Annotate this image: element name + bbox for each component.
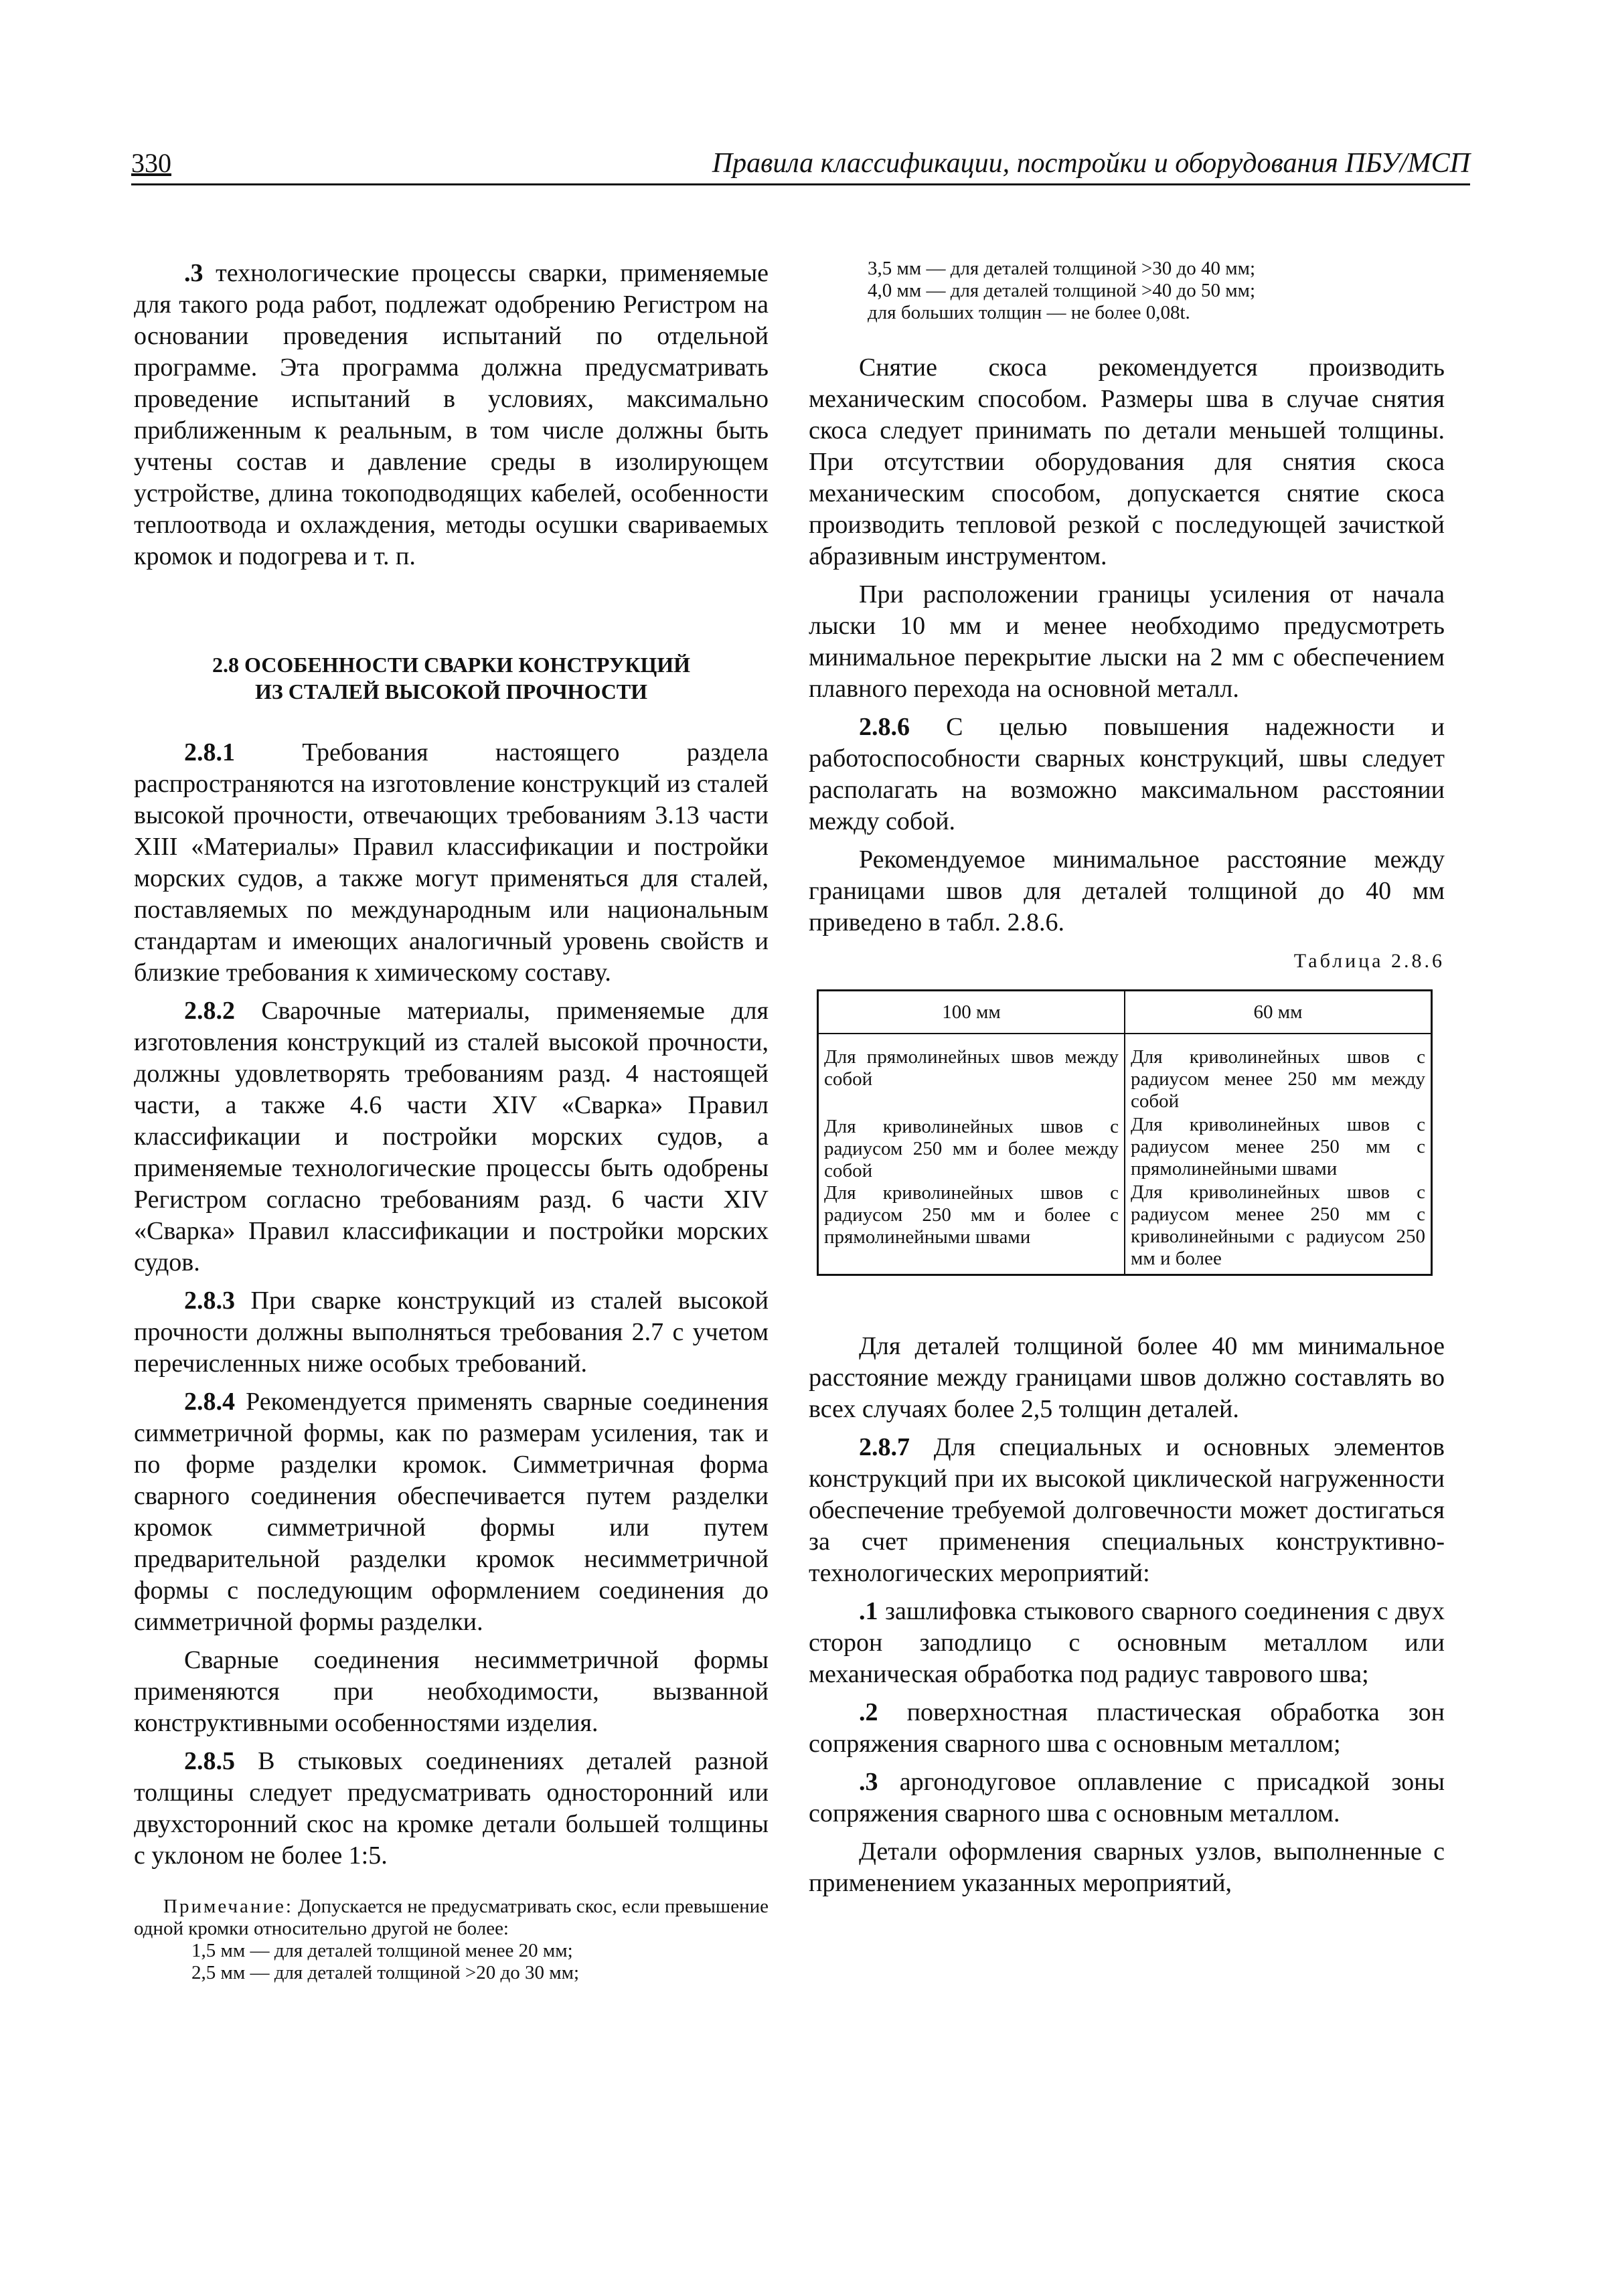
table-cell-100mm [818, 1034, 1125, 1275]
table-header-cell: 100 мм [818, 991, 1125, 1034]
item-text: аргонодуговое оплавление с присадкой зоны сопряжения сварного шва с основным металлом. [809, 1768, 1445, 1827]
paragraph-2-8-7 [809, 1432, 1445, 1589]
list-item-3 [809, 1767, 1445, 1829]
clause-text: Для специальных и основных элементов конструкций при их высокой циклической нагруженности обеспечение требуемой долговечности может достигаться за счет применения специальных конструктивно-технологических мероприятий: [809, 1433, 1445, 1587]
section-heading-line: 2.8 ОСОБЕННОСТИ СВАРКИ КОНСТРУКЦИЙ [212, 653, 691, 677]
item-text: зашлифовка стыкового сварного соединения с двух сторон заподлицо с основным металлом или механическая обработка под радиус таврового шва; [809, 1597, 1445, 1688]
paragraph-2-8-1 [134, 737, 769, 989]
note-list-item: 3,5 мм — для деталей толщиной >30 до 40 мм; [868, 258, 1256, 279]
paragraph-2-8-4 [134, 1386, 769, 1638]
item-text: технологические процессы сварки, применяемые для такого рода работ, подлежат одобрению Регистром на основании проведения испытаний по отдельной программе. Эта программа должна предусматривать проведение испытаний в условиях, максимально приближенным к реальным, в том числе должны быть учтены состав и давление среды в изолирующем устройстве, длина токоподводящих кабелей, особенности теплоотвода и охлаждения, методы осушки свариваемых кромок и подогрева и т. п. [134, 259, 769, 570]
right-column [809, 258, 1445, 1899]
paragraph-thick-parts: Для деталей толщиной более 40 мм минимальное расстояние между границами швов должно составлять во всех случаях более 2,5 толщин деталей. [809, 1332, 1445, 1423]
paragraph-2-8-5 [134, 1746, 769, 1872]
table-cell-text: Для прямолинейных швов между собой [824, 1046, 1119, 1090]
clause-number: 2.8.1 [184, 738, 235, 766]
table-cell-text: Для криволинейных швов с радиусом менее 250 мм с криволинейными с радиусом 250 мм и более [1131, 1181, 1425, 1269]
paragraph-2-8-3 [134, 1285, 769, 1380]
note-list-item: 4,0 мм — для деталей толщиной >40 до 50 мм; [868, 280, 1256, 301]
note-continuation [809, 258, 1445, 324]
paragraph-details: Детали оформления сварных узлов, выполненные с применением указанных мероприятий, [809, 1837, 1445, 1897]
distance-table [817, 989, 1433, 1276]
running-title: Правила классификации, постройки и оборудования ПБУ/МСП [712, 148, 1470, 179]
left-column [134, 258, 769, 1984]
table-cell-text: Для криволинейных швов с радиусом менее 250 мм с прямолинейными швами [1131, 1114, 1425, 1179]
item-number: .2 [859, 1698, 878, 1726]
note-list-item: 1,5 мм — для деталей толщиной менее 20 мм; [191, 1940, 573, 1961]
item-number: .3 [184, 259, 204, 287]
table-cell-text: Для криволинейных швов с радиусом 250 мм и более с прямолинейными швами [824, 1182, 1119, 1248]
paragraph-2-8-2 [134, 995, 769, 1279]
clause-text: В стыковых соединениях деталей разной толщины следует предусматривать односторонний или двухсторонний скос на кромке детали большей толщины с уклоном не более 1:5. [134, 1747, 769, 1870]
list-item-1 [809, 1596, 1445, 1690]
clause-number: 2.8.5 [184, 1747, 235, 1775]
table-cell-60mm [1125, 1034, 1432, 1275]
item-number: .3 [859, 1768, 878, 1796]
table-caption: Таблица 2.8.6 [1293, 950, 1445, 972]
paragraph-boundary: При расположении границы усиления от начала лыски 10 мм и менее необходимо предусмотреть минимальное перекрытие лыски на 2 мм с обеспечением плавного перехода на основной металл. [809, 580, 1445, 703]
page-number: 330 [131, 148, 171, 178]
paragraph-asymmetric: Сварные соединения несимметричной формы применяются при необходимости, вызванной конструктивными особенностями изделия. [134, 1646, 769, 1737]
note-label: Примечание: [163, 1896, 293, 1917]
note-list-item: для больших толщин — не более 0,08t. [868, 302, 1190, 323]
clause-number: 2.8.6 [859, 713, 910, 741]
note-list-item: 2,5 мм — для деталей толщиной >20 до 30 мм; [191, 1962, 580, 1983]
clause-text: Рекомендуется применять сварные соединения симметричной формы, как по размерам усиления, так и по форме разделки кромок. Симметричная форма сварного соединения обеспечивается путем разделки кромок симметричной формы или путем предварительной разделки кромок несимметричной формы с последующим оформлением соединения до симметричной формы разделки. [134, 1388, 769, 1636]
table-cell-text: Для криволинейных швов с радиусом 250 мм и более между собой [824, 1116, 1119, 1181]
clause-number: 2.8.2 [184, 997, 235, 1025]
note-block [134, 1896, 769, 1984]
note-text: Допускается не предусматривать скос, если превышение одной кромки относительно другой не более: [134, 1896, 769, 1939]
clause-number: 2.8.3 [184, 1287, 235, 1315]
table-cell-text: Для криволинейных швов с радиусом менее 250 мм между собой [1131, 1046, 1425, 1112]
clause-text: Сварочные материалы, применяемые для изготовления конструкций из сталей высокой прочности, должны удовлетворять требованиям разд. 4 настоящей части, а также 4.6 части XIV «Сварка» Правил классификации и постройки морских судов, а применяемые технологические процессы быть одобрены Регистром согласно требованиям разд. 6 части XIV «Сварка» Правил классификации и постройки морских судов. [134, 997, 769, 1277]
note-paragraph [134, 1896, 769, 1940]
page-header [131, 142, 1470, 185]
paragraph-recommended-distance: Рекомендуемое минимальное расстояние между границами швов для деталей толщиной до 40 мм приведено в табл. 2.8.6. [809, 845, 1445, 936]
clause-number: 2.8.4 [184, 1388, 235, 1416]
paragraph-2-8-6 [809, 712, 1445, 837]
paragraph-item-3 [134, 258, 769, 572]
item-text: поверхностная пластическая обработка зон сопряжения сварного шва с основным металлом; [809, 1698, 1445, 1758]
paragraph-bevel-removal: Снятие скоса рекомендуется производить механическим способом. Размеры шва в случае снятия скоса следует принимать по детали меньшей толщины. При отсутствии оборудования для снятия скоса механическим способом, допускается снятие скоса производить тепловой резкой с последующей зачисткой абразивным инструментом. [809, 353, 1445, 570]
section-heading [134, 651, 769, 705]
list-item-2 [809, 1697, 1445, 1760]
clause-number: 2.8.7 [859, 1433, 910, 1461]
item-number: .1 [859, 1597, 878, 1625]
section-heading-line: ИЗ СТАЛЕЙ ВЫСОКОЙ ПРОЧНОСТИ [254, 679, 648, 704]
clause-text: Требования настоящего раздела распространяются на изготовление конструкций из сталей высокой прочности, отвечающих требованиям 3.13 части XIII «Материалы» Правил классификации и постройки морских судов, а также могут применяться для сталей, поставляемых по международным или национальным стандартам и имеющих аналогичный уровень свойств и близкие требования к химическому составу. [134, 738, 769, 987]
table-header-cell: 60 мм [1125, 991, 1432, 1034]
clause-text: С целью повышения надежности и работоспособности сварных конструкций, швы следует располагать на возможно максимальном расстоянии между собой. [809, 713, 1445, 835]
clause-text: При сварке конструкций из сталей высокой прочности должны выполняться требования 2.7 с учетом перечисленных ниже особых требований. [134, 1287, 769, 1378]
